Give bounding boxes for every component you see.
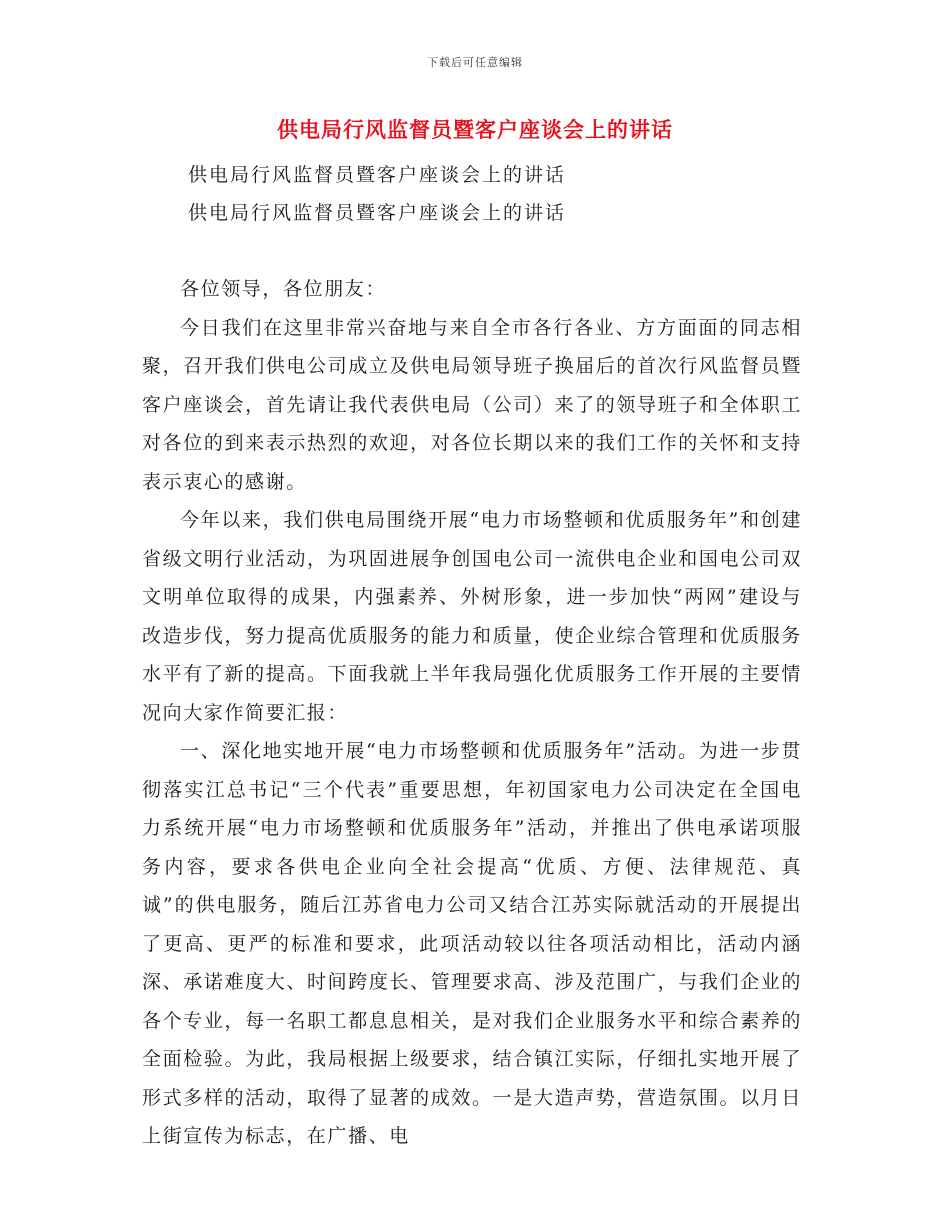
- document-subtitle-2: 供电局行风监督员暨客户座谈会上的讲话: [188, 202, 567, 224]
- body-paragraph: 今日我们在这里非常兴奋地与来自全市各行各业、方方面面的同志相聚，召开我们供电公司成立及供电局领导班子换届后的首次行风监督员暨客户座谈会，首先请让我代表供电局（公司）来了的领导班子和全体职工对各位的到来表示热烈的欢迎，对各位长期以来的我们工作的关怀和支持表示衷心的感谢。: [142, 316, 802, 493]
- body-paragraph: 一、深化地实地开展“电力市场整顿和优质服务年”活动。为进一步贯彻落实江总书记“三个代表”重要思想，年初国家电力公司决定在全国电力系统开展“电力市场整顿和优质服务年”活动，并推出了供电承诺项服务内容，要求各供电企业向全社会提高“优质、方便、法律规范、真诚”的供电服务，随后江苏省电力公司又结合江苏实际就活动的开展提出了更高、更严的标准和要求，此项活动较以往各项活动相比，活动内涵深、承诺难度大、时间跨度长、管理要求高、涉及范围广，与我们企业的各个专业，每一名职工都息息相关，是对我们企业服务水平和综合素养的全面检验。为此，我局根据上级要求，结合镇江实际，仔细扎实地开展了形式多样的活动，取得了显著的成效。一是大造声势，营造氛围。以月日上街宣传为标志，在广播、电: [142, 740, 802, 1147]
- salutation-paragraph: 各位领导，各位朋友：: [180, 278, 387, 300]
- document-subtitle-1: 供电局行风监督员暨客户座谈会上的讲话: [188, 164, 567, 186]
- page-header-note: 下载后可任意编辑: [427, 56, 523, 69]
- document-body: [142, 270, 802, 1156]
- body-paragraph: 今年以来，我们供电局围绕开展“电力市场整顿和优质服务年”和创建省级文明行业活动，为巩固进展争创国电公司一流供电企业和国电公司双文明单位取得的成果，内强素养、外树形象，进一步加快“两网”建设与改造步伐，努力提高优质服务的能力和质量，使企业综合管理和优质服务水平有了新的提高。下面我就上半年我局强化优质服务工作开展的主要情况向大家作简要汇报：: [142, 509, 802, 724]
- document-title: 供电局行风监督员暨客户座谈会上的讲话: [277, 117, 673, 142]
